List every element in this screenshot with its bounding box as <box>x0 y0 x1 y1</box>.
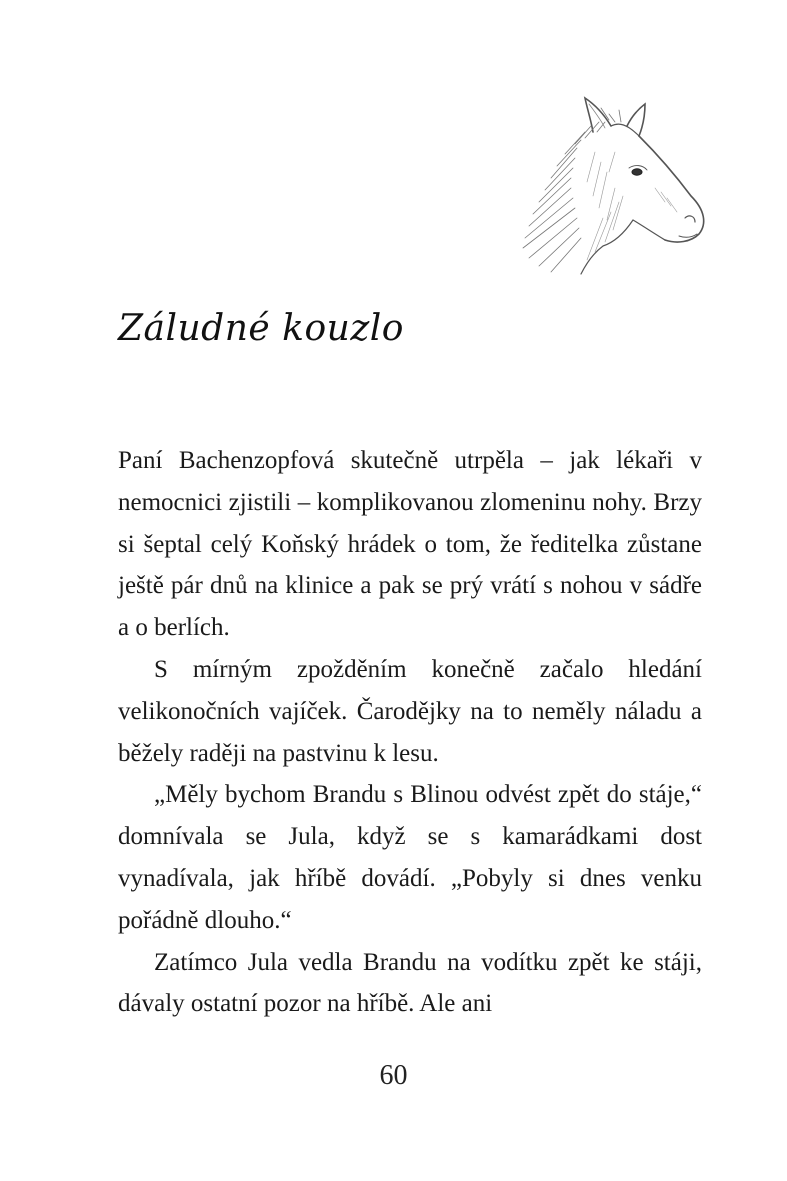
page-number: 60 <box>379 1060 408 1091</box>
foal-illustration <box>515 92 715 277</box>
foal-sketch-icon <box>515 92 715 277</box>
chapter-title: Záludné kouzlo <box>118 308 404 349</box>
paragraph: Paní Bachenzopfová skutečně utrpěla – jak lékaři v nemocnici zjistili – komplikovanou zlomeninu nohy. Brzy si šeptal celý Koňský hrádek o tom, že ředitelka zůstane ještě pár dnů na klinice a pak se prý vrátí s nohou v sádře a o berlích. <box>118 447 702 642</box>
paragraph: S mírným zpožděním konečně začalo hledání velikonočních vajíček. Čarodějky na to neměly náladu a běžely raději na pastvinu k lesu. <box>118 655 702 767</box>
paragraph: Zatímco Jula vedla Brandu na vodítku zpět ke stáji, dávaly ostatní pozor na hříbě. Ale ani <box>118 948 702 1018</box>
body-text <box>118 440 702 1025</box>
paragraph: „Měly bychom Brandu s Blinou odvést zpět do stáje,“ domnívala se Jula, když se s kamarádkami dost vynadívala, jak hříbě dovádí. „Pobyly si dnes venku pořádně dlouho.“ <box>118 781 702 934</box>
